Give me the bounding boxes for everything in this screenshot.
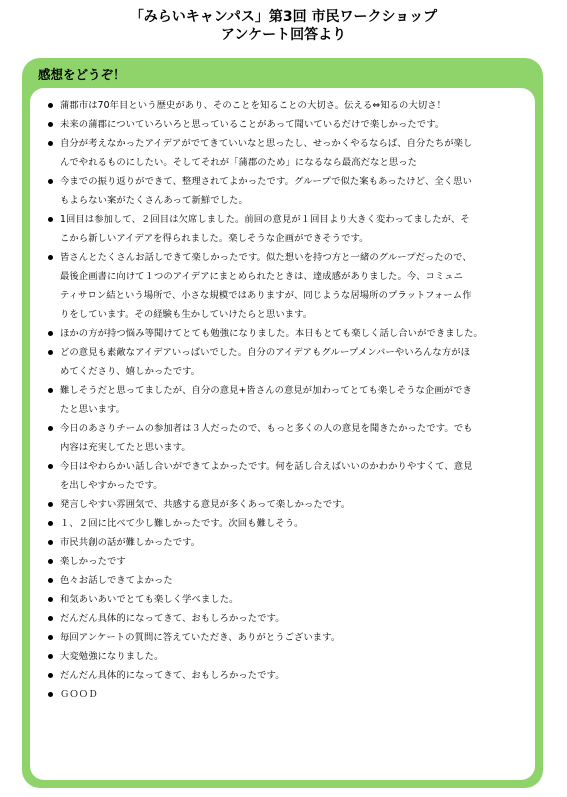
comment-text: 今日のあさりチームの参加者は３人だったので、もっと多くの人の意見を聞きたかったです。でも 内容は充実してたと思います。 xyxy=(60,423,473,453)
bullet-icon xyxy=(48,654,53,659)
bullet-icon xyxy=(48,692,53,697)
comment-text: 楽しかったです xyxy=(60,556,126,567)
comments-panel xyxy=(22,58,543,788)
comment-item xyxy=(48,210,529,248)
document-title xyxy=(0,8,567,44)
bullet-icon xyxy=(48,122,53,127)
comment-text: 未来の蒲郡についていろいろと思っていることがあって聞いているだけで楽しかったです。 xyxy=(60,119,445,130)
comment-item xyxy=(48,381,529,419)
comment-text: 今日はやわらかい話し合いができてよかったです。何を話し合えばいいのかわかりやすくて、意見 を出しやすかったです。 xyxy=(60,461,473,491)
comment-text: 毎回アンケートの質問に答えていただき、ありがとうございます。 xyxy=(60,632,341,643)
bullet-icon xyxy=(48,578,53,583)
panel-header: 感想をどうぞ！ xyxy=(38,67,126,82)
comment-item xyxy=(48,590,529,609)
comment-text: 難しそうだと思ってましたが、自分の意見+皆さんの意見が加わってとても楽しそうな企画ができ たと思います。 xyxy=(60,385,472,415)
comment-item xyxy=(48,134,529,172)
comment-item xyxy=(48,495,529,514)
comment-text: 色々お話しできてよかった xyxy=(60,575,173,586)
comment-item xyxy=(48,647,529,666)
comment-text: だんだん具体的になってきて、おもしろかったです。 xyxy=(60,613,285,624)
comment-item xyxy=(48,324,529,343)
comment-text: どの意見も素敵なアイデアいっぱいでした。自分のアイデアもグループメンバーやいろんな方がほ めてくださり、嬉しかったです。 xyxy=(60,347,471,377)
comment-text: 1回目は参加して、２回目は欠席しました。前回の意見が１回目より大きく変わってましたが、そ こから新しいアイデアを得られました。楽しそうな企画ができそうです。 xyxy=(60,214,470,244)
panel-body xyxy=(30,88,535,780)
bullet-icon xyxy=(48,426,53,431)
comment-text: ほかの方が持つ悩み等聞けてとても勉強になりました。本日もとても楽しく話し合いができました。 xyxy=(60,328,483,339)
bullet-icon xyxy=(48,635,53,640)
bullet-icon xyxy=(48,388,53,393)
bullet-icon xyxy=(48,502,53,507)
bullet-icon xyxy=(48,217,53,222)
comment-text: 和気あいあいでとても楽しく学べました。 xyxy=(60,594,239,605)
comment-text: 今までの振り返りができて、整理されてよかったです。グループで似た案もあったけど、全く思い もよらない案がたくさんあって新鮮でした。 xyxy=(60,176,472,206)
comment-text: だんだん具体的になってきて、おもしろかったです。 xyxy=(60,670,285,681)
comment-item xyxy=(48,96,529,115)
comment-text: ＧＯＯＤ xyxy=(60,689,98,700)
comment-item xyxy=(48,419,529,457)
comment-item xyxy=(48,248,529,324)
comment-item xyxy=(48,628,529,647)
bullet-icon xyxy=(48,616,53,621)
comment-text: 自分が考えなかったアイデアがでてきていいなと思ったし、せっかくやるならば、自分たちが楽し んでやれるものにしたい。そしてそれが「蒲郡のため」になるなら最高だなと思った xyxy=(60,138,473,168)
bullet-icon xyxy=(48,673,53,678)
comment-item xyxy=(48,571,529,590)
title-line-1: 「みらいキャンパス」第3回 市民ワークショップ xyxy=(129,9,438,25)
comment-item xyxy=(48,343,529,381)
comment-item xyxy=(48,685,529,704)
comment-item xyxy=(48,457,529,495)
bullet-icon xyxy=(48,559,53,564)
bullet-icon xyxy=(48,141,53,146)
comment-item xyxy=(48,514,529,533)
comment-text: 発言しやすい雰囲気で、共感する意見が多くあって楽しかったです。 xyxy=(60,499,351,510)
comment-text: 蒲郡市は70年目という歴史があり、そのことを知ることの大切さ。伝える⇔知るの大切さ！ xyxy=(60,100,447,111)
bullet-icon xyxy=(48,331,53,336)
comment-item xyxy=(48,172,529,210)
comment-item xyxy=(48,666,529,685)
comment-list xyxy=(30,88,535,704)
bullet-icon xyxy=(48,350,53,355)
comment-item xyxy=(48,552,529,571)
comment-item xyxy=(48,533,529,552)
bullet-icon xyxy=(48,464,53,469)
bullet-icon xyxy=(48,179,53,184)
comment-text: 皆さんとたくさんお話しできて楽しかったです。似た想いを持つ方と一緒のグループだったので、 最後企画書に向けて１つのアイデアにまとめられたときは、達成感がありました。今、コミュニ ティサロン結という場所で、小さな規模ではありますが、同じような居場所のプラットフォーム作 りをしています。その経験も生かしていけたらと思います。 xyxy=(60,252,472,320)
comment-item xyxy=(48,115,529,134)
bullet-icon xyxy=(48,540,53,545)
comment-text: 大変勉強になりました。 xyxy=(60,651,164,662)
bullet-icon xyxy=(48,597,53,602)
comment-item xyxy=(48,609,529,628)
bullet-icon xyxy=(48,255,53,260)
comment-text: 市民共創の話が難しかったです。 xyxy=(60,537,201,548)
title-line-2: アンケート回答より xyxy=(220,27,347,43)
bullet-icon xyxy=(48,521,53,526)
comment-text: １、２回に比べて少し難しかったです。次回も難しそう。 xyxy=(60,518,304,529)
bullet-icon xyxy=(48,103,53,108)
